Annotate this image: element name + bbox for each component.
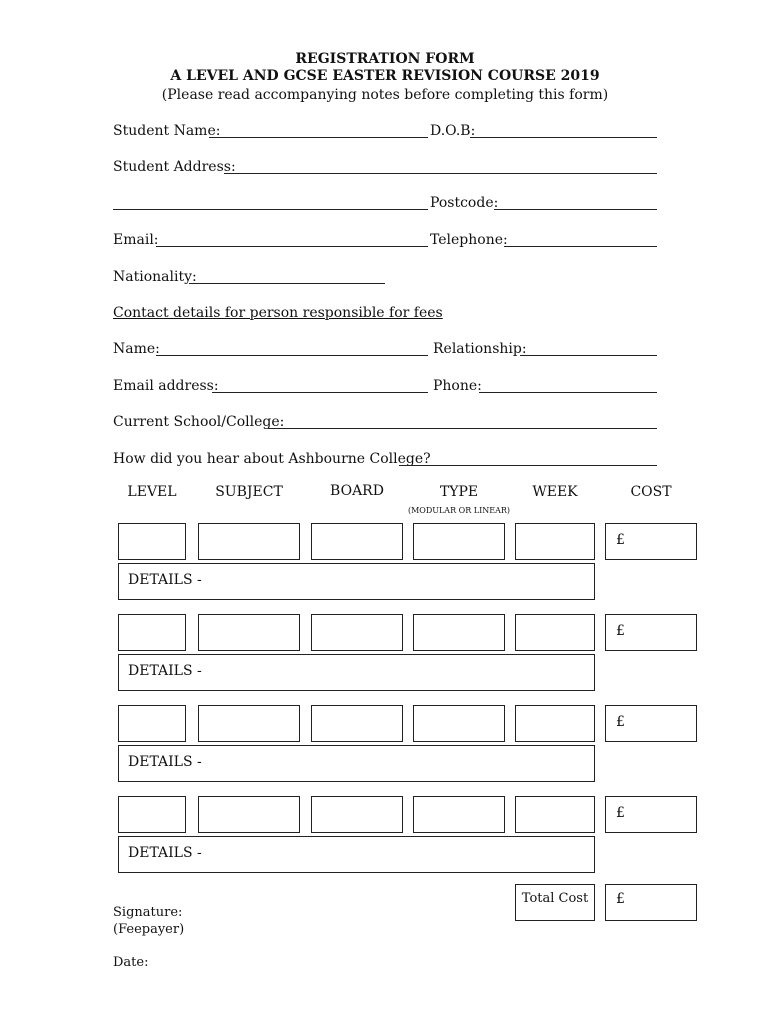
currency-symbol: £ (616, 623, 625, 639)
nationality-label: Nationality: (113, 269, 197, 285)
details-label: DETAILS - (128, 754, 202, 770)
student-address-field-2[interactable] (113, 209, 428, 210)
board-input[interactable] (311, 705, 403, 742)
payer-email-field[interactable] (212, 392, 428, 393)
contact-heading: Contact details for person responsible for fees (113, 305, 443, 321)
payer-name-field[interactable] (156, 355, 428, 356)
student-name-label: Student Name: (113, 123, 221, 139)
type-input[interactable] (413, 523, 505, 560)
postcode-field[interactable] (494, 209, 657, 210)
form-subtitle: A LEVEL AND GCSE EASTER REVISION COURSE 2019 (170, 68, 600, 84)
level-input[interactable] (118, 705, 186, 742)
signature-label: Signature: (113, 905, 183, 920)
relationship-label: Relationship: (433, 341, 527, 357)
form-title: REGISTRATION FORM (295, 51, 475, 67)
telephone-field[interactable] (504, 246, 657, 247)
student-address-field[interactable] (224, 173, 657, 174)
column-header-cost: COST (630, 484, 672, 500)
feepayer-label: (Feepayer) (113, 922, 185, 937)
week-input[interactable] (515, 796, 595, 833)
email-label: Email: (113, 232, 159, 248)
dob-label: D.O.B: (430, 123, 476, 139)
dob-field[interactable] (470, 137, 657, 138)
hear-about-label: How did you hear about Ashbourne College? (113, 451, 431, 467)
level-input[interactable] (118, 796, 186, 833)
total-cost-label: Total Cost (521, 891, 589, 906)
column-header-week: WEEK (532, 484, 578, 500)
type-input[interactable] (413, 705, 505, 742)
column-header-level: LEVEL (127, 484, 177, 500)
payer-name-label: Name: (113, 341, 160, 357)
week-input[interactable] (515, 523, 595, 560)
nationality-field[interactable] (189, 283, 385, 284)
current-school-label: Current School/College: (113, 414, 285, 430)
subject-input[interactable] (198, 614, 300, 651)
currency-symbol: £ (616, 805, 625, 821)
hear-about-field[interactable] (399, 465, 657, 466)
column-header-subject: SUBJECT (215, 484, 283, 500)
details-label: DETAILS - (128, 845, 202, 861)
currency-symbol: £ (616, 532, 625, 548)
payer-phone-label: Phone: (433, 378, 482, 394)
current-school-field[interactable] (268, 428, 657, 429)
week-input[interactable] (515, 705, 595, 742)
subject-input[interactable] (198, 796, 300, 833)
type-input[interactable] (413, 796, 505, 833)
column-header-board: BOARD (330, 483, 384, 499)
details-label: DETAILS - (128, 663, 202, 679)
subject-input[interactable] (198, 523, 300, 560)
currency-symbol: £ (616, 714, 625, 730)
board-input[interactable] (311, 614, 403, 651)
form-note: (Please read accompanying notes before completing this form) (161, 87, 609, 103)
email-field[interactable] (156, 246, 428, 247)
payer-phone-field[interactable] (479, 392, 657, 393)
board-input[interactable] (311, 523, 403, 560)
type-note: (MODULAR OR LINEAR) (407, 506, 511, 515)
week-input[interactable] (515, 614, 595, 651)
student-name-field[interactable] (209, 137, 428, 138)
student-address-label: Student Address: (113, 159, 236, 175)
postcode-label: Postcode: (430, 195, 499, 211)
relationship-field[interactable] (520, 355, 657, 356)
subject-input[interactable] (198, 705, 300, 742)
details-label: DETAILS - (128, 572, 202, 588)
level-input[interactable] (118, 523, 186, 560)
telephone-label: Telephone: (430, 232, 508, 248)
column-header-type: TYPE (439, 484, 479, 500)
type-input[interactable] (413, 614, 505, 651)
level-input[interactable] (118, 614, 186, 651)
board-input[interactable] (311, 796, 403, 833)
payer-email-label: Email address: (113, 378, 219, 394)
date-label: Date: (113, 955, 149, 970)
currency-symbol: £ (616, 891, 625, 907)
